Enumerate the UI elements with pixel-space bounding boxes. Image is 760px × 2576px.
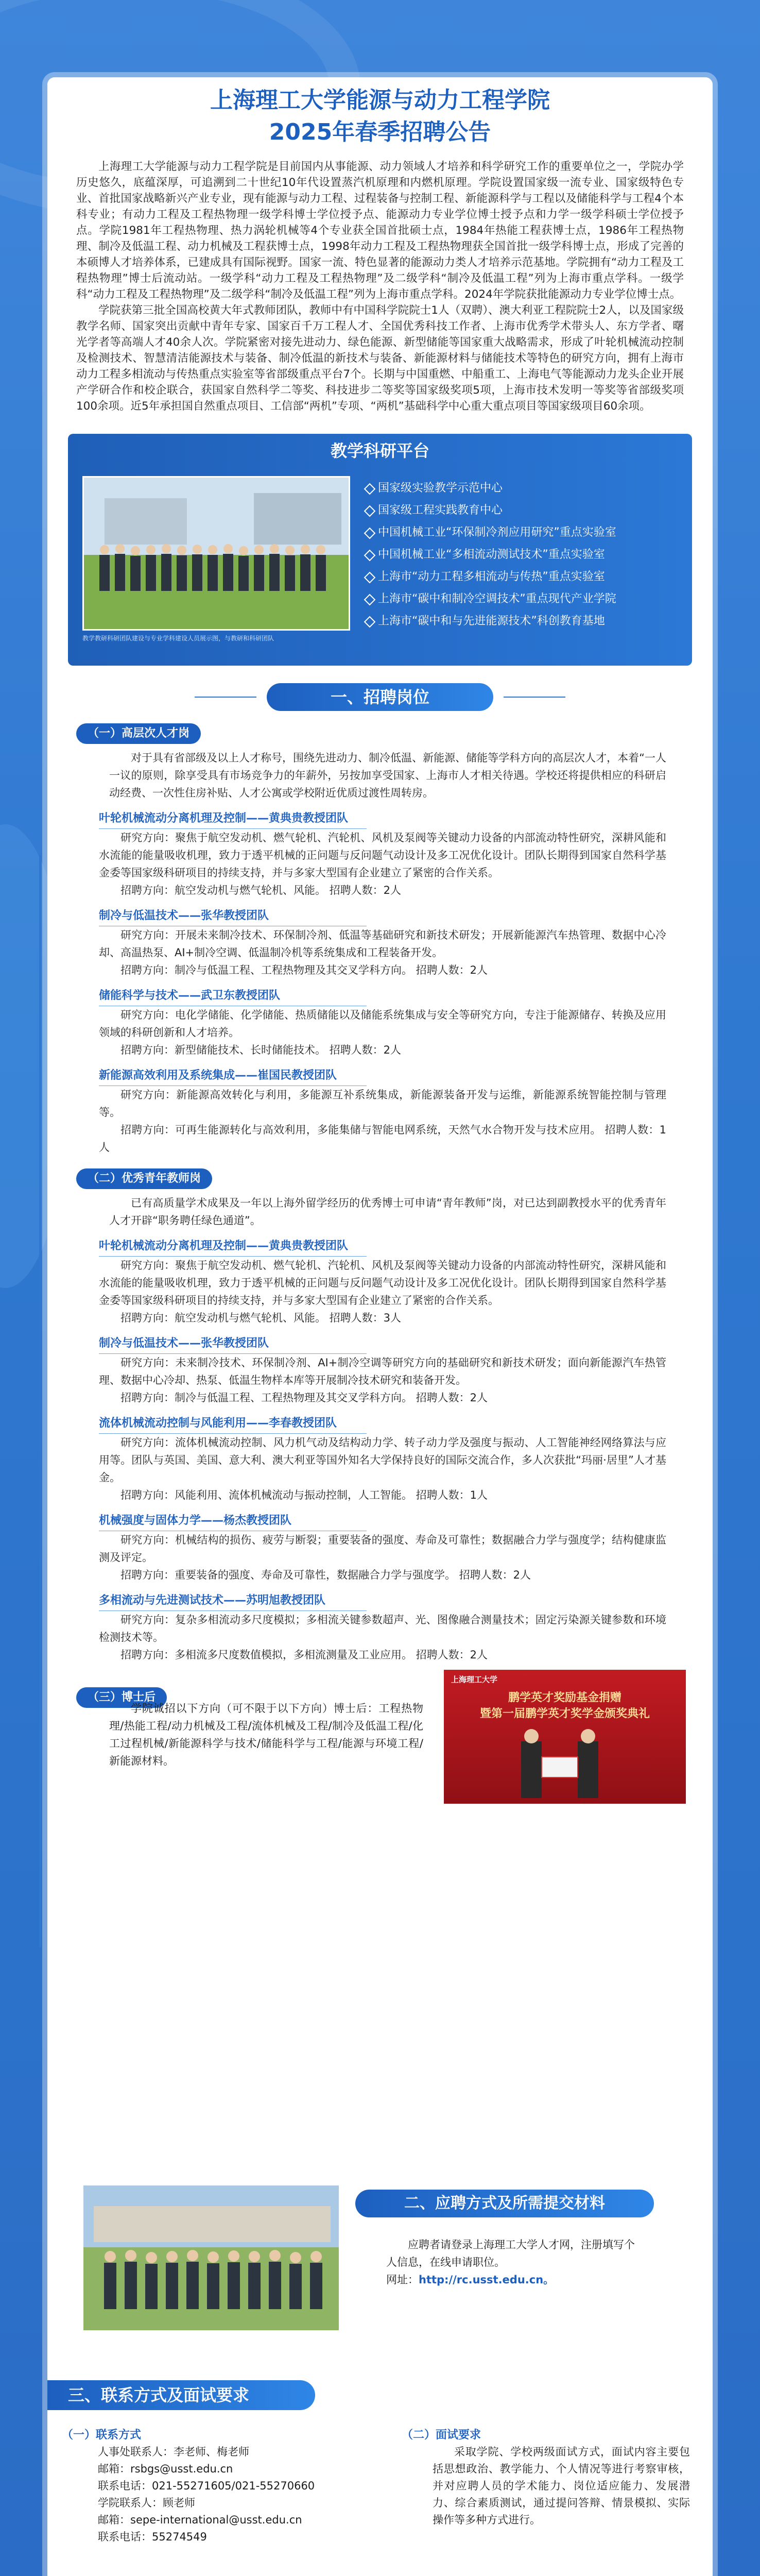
intro-paragraph: 上海理工大学能源与动力工程学院是目前国内从事能源、动力领域人才培养和科学研究工作的重要单位之一，学院办学历史悠久，底蕴深厚，可追溯到二十世纪10年代设置蒸汽机原理和内燃机原理。学院设置国家级一流专业、国家级特色专业、首批国家战略新兴产业专业，现有能源与动力工程、过程装备与控制工程、新能源科学与工程以及储能科学与工程4个本科专业；有动力工程及工程热物理一级学科博士学位授予点、能源动力专业学位博士授予点和力学一级学科硕士学位授予点。学院1981年工程热物理、热力涡轮机械等4个专业获全国首批硕士点，1984年热能工程获博士点，1986年工程热物理、制冷及低温工程、动力机械及工程获博士点，1998年动力工程及工程热物理获全国首批一级学科博士点，形成了完善的本硕博人才培养体系，已建成具有国际视野。国家一流、特色显著的能源动力类人才培养示范基地。学院拥有“动力工程及工程热物理”博士后流动站。一级学科“动力工程及工程热物理”及二级学科“制冷及低温工程”列为上海市重点学科。一级学科“动力工程及工程热物理”及二级学科“制冷及低温工程”列为上海市重点学科。2024年学院获批能源动力专业学位博士点。 — [76, 160, 684, 301]
timeline-rail — [39, 855, 41, 1947]
team-recruit: 招聘方向：航空发动机与燃气轮机、风能。 招聘人数：2人 — [120, 884, 402, 896]
team-research: 研究方向：聚焦于航空发动机、燃气轮机、汽轮机、风机及泵阀等关键动力设备的内部流动特性研究，深耕风能和水流能的能量吸收机理，致力于透平机械的正问题与反问题气动设计及多工况优化设计。团队长期得到国家自然科学基金委等国家级科研项目的持续支持，并与多家大型国有企业建立了紧密的合作关系。 — [99, 832, 666, 879]
interview-text: 采取学院、学校两级面试方式，面试内容主要包括思想政治、教学能力、个人情况等进行考察审核，并对应聘人员的学术能力、岗位适应能力、发展潜力、综合素质测试，通过提问答辩、情景模拟、实际操作等多种方式进行。 — [433, 2446, 690, 2526]
platform-item: 国家级实验教学示范中心 — [366, 477, 700, 499]
team-block — [47, 1584, 713, 1664]
team-recruit: 招聘方向：可再生能源转化与高效利用，多能集储与智能电网系统，天然气水合物开发与技术应用。 招聘人数：1人 — [99, 1124, 666, 1154]
team-recruit: 招聘方向：航空发动机与燃气轮机、风能。 招聘人数：3人 — [120, 1312, 402, 1324]
apply-url-line — [386, 2271, 644, 2289]
talent-site-link[interactable]: http://rc.usst.edu.cn。 — [419, 2274, 555, 2286]
team-block — [47, 802, 713, 899]
contact-lines — [62, 2444, 381, 2546]
title-line-2: 2025年春季招聘公告 — [269, 119, 491, 145]
subsection-badge-postdoc: （三）博士后 — [76, 1687, 167, 1708]
subsection-badge-senior: （一）高层次人才岗 — [76, 723, 201, 744]
team-research: 研究方向：开展未来制冷技术、环保制冷剂、低温等基础研究和新技术研发；开展新能源汽车热管理、数据中心冷却、高温热泵、AI+制冷空调、低温制冷机等系统集成和工程装备开发。 — [99, 929, 666, 959]
team-recruit: 招聘方向：重要装备的强度、寿命及可靠性，数据融合力学与强度学。 招聘人数：2人 — [120, 1569, 531, 1581]
title-line-1: 上海理工大学能源与动力工程学院 — [210, 87, 550, 113]
page-title — [47, 84, 713, 148]
contact-line: 联系电话：021-55271605/021-55270660 — [98, 2480, 315, 2492]
team-block — [47, 1504, 713, 1584]
postdoc-text — [109, 1700, 423, 1770]
team-block — [47, 979, 713, 1059]
subsection-badge-young: （二）优秀青年教师岗 — [76, 1168, 212, 1189]
team-list-young — [47, 1229, 713, 1664]
award-ceremony-photo — [444, 1670, 686, 1804]
team-name: 制冷与低温技术——张华教授团队 — [99, 909, 269, 922]
platform-item: 上海市“碳中和与先进能源技术”科创教育基地 — [366, 610, 700, 632]
team-name: 制冷与低温技术——张华教授团队 — [99, 1337, 269, 1350]
team-block — [47, 1406, 713, 1504]
photo-caption: 教学教研科研团队建设与专业学科建设人员展示图，与教研和科研团队 — [82, 635, 274, 642]
platform-title: 教学科研平台 — [330, 441, 429, 461]
team-recruit: 招聘方向：风能利用、流体机械流动与振动控制，人工智能。 招聘人数：1人 — [120, 1489, 488, 1501]
team-research: 研究方向：电化学储能、化学储能、热质储能以及储能系统集成与安全等研究方向，专注于能源储存、转换及应用领域的科研创新和人才培养。 — [99, 1009, 666, 1039]
group-photo-illustration — [83, 2185, 340, 2331]
team-name: 多相流动与先进测试技术——苏明旭教授团队 — [99, 1594, 326, 1607]
team-name: 新能源高效利用及系统集成——崔国民教授团队 — [99, 1069, 337, 1082]
team-block — [47, 899, 713, 979]
team-block — [47, 1229, 713, 1327]
group-photo — [82, 2184, 340, 2331]
platform-item: 上海市“碳中和制冷空调技术”重点现代产业学院 — [366, 588, 700, 610]
team-recruit: 招聘方向：新型储能技术、长时储能技术。 招聘人数：2人 — [120, 1044, 402, 1056]
young-talent-paragraph: 已有高质量学术成果及一年以上海外留学经历的优秀博士可申请“青年教师”岗，对已达到副教授水平的优秀青年人才开辟“职务聘任绿色通道”。 — [109, 1197, 666, 1227]
team-list-senior — [47, 802, 713, 1156]
interview-label: （二）面试要求 — [402, 2429, 481, 2442]
platform-item: 国家级工程实践教育中心 — [366, 499, 700, 521]
team-block — [47, 1327, 713, 1406]
senior-talent-paragraph: 对于具有省部级及以上人才称号，围绕先进动力、制冷低温、新能源、储能等学科方向的高层次人才，本着“一人一议的原则，除享受具有市场竞争力的年薪外，另按加享受国家、上海市人才相关待遇。学校还将提供相应的科研启动经费、一次性住房补贴、人才公寓或学校附近优质过渡性周转房。 — [109, 752, 666, 799]
apply-paragraph: 应聘者请登录上海理工大学人才网，注册填写个人信息，在线申请职位。 — [386, 2239, 635, 2268]
ceremony-people-illustration — [444, 1721, 686, 1798]
contact-line[interactable]: 邮箱：rsbgs@usst.edu.cn — [98, 2463, 233, 2475]
team-recruit: 招聘方向：制冷与低温工程、工程热物理及其交叉学科方向。 招聘人数：2人 — [120, 964, 488, 976]
platform-item: 中国机械工业“多相流动测试技术”重点实验室 — [366, 544, 700, 566]
platform-panel — [68, 434, 692, 666]
intro-text — [47, 148, 713, 414]
contact-line: 学院联系人：顾老师 — [98, 2497, 195, 2509]
team-name: 叶轮机械流动分离机理及控制——黄典贵教授团队 — [99, 1240, 349, 1252]
team-research: 研究方向：聚焦于航空发动机、燃气轮机、汽轮机、风机及泵阀等关键动力设备的内部流动特性研究，深耕风能和水流能的能量吸收机理，致力于透平机械的正问题与反问题气动设计及多工况优化设计。团队长期得到国家自然科学基金委等国家级科研项目的持续支持，并与多家大型国有企业建立了紧密的合作关系。 — [99, 1259, 666, 1307]
team-research: 研究方向：机械结构的损伤、疲劳与断裂；重要装备的强度、寿命及可靠性；数据融合力学与强度学；结构健康监测及评定。 — [99, 1534, 666, 1564]
section-heading-positions: 一、招聘岗位 — [267, 683, 493, 711]
team-name: 流体机械流动控制与风能利用——李春教授团队 — [99, 1417, 337, 1430]
platform-item: 上海市“动力工程多相流动与传热”重点实验室 — [366, 566, 700, 588]
team-photo — [82, 476, 350, 631]
contact-line: 人事处联系人：李老师、梅老师 — [98, 2446, 249, 2458]
university-logo-text: 上海理工大学 — [451, 1675, 498, 1684]
team-recruit: 招聘方向：多相流多尺度数值模拟，多相流测量及工业应用。 招聘人数：2人 — [120, 1649, 488, 1661]
team-research: 研究方向：未来制冷技术、环保制冷剂、AI+制冷空调等研究方向的基础研究和新技术研发；面向新能源汽车热管理、数据中心冷却、热泵、低温生物样本库等开展制冷技术研究和装备开发。 — [99, 1357, 666, 1386]
team-recruit: 招聘方向：制冷与低温工程、工程热物理及其交叉学科方向。 招聘人数：2人 — [120, 1392, 488, 1404]
contact-info — [62, 2427, 381, 2546]
team-research: 研究方向：新能源高效转化与利用，多能源互补系统集成，新能源装备开发与运维，新能源系统智能控制与管理等。 — [99, 1089, 666, 1118]
interview-info — [402, 2427, 690, 2529]
team-block — [47, 1059, 713, 1156]
senior-talent-text — [47, 744, 713, 802]
young-talent-text — [47, 1189, 713, 1229]
platform-list — [366, 477, 700, 632]
team-name: 叶轮机械流动分离机理及控制——黄典贵教授团队 — [99, 812, 349, 825]
team-research: 研究方向：复杂多相流动多尺度模拟；多相流关键参数超声、光、图像融合测量技术；固定污染源关键参数和环境检测技术等。 — [99, 1614, 666, 1643]
url-label: 网址： — [386, 2274, 419, 2286]
team-research: 研究方向：流体机械流动控制、风力机气动及结构动力学、转子动力学及强度与振动、人工智能神经网络算法与应用等。团队与英国、美国、意大利、澳大利亚等国外知名大学保持良好的国际交流合作，多人次获批“玛丽·居里”人才基金。 — [99, 1436, 666, 1484]
section-heading-apply: 二、应聘方式及所需提交材料 — [355, 2190, 654, 2217]
team-name: 储能科学与技术——武卫东教授团队 — [99, 989, 281, 1002]
apply-text — [386, 2236, 644, 2289]
intro-paragraph: 学院获第三批全国高校黄大年式教师团队，教师中有中国科学院院士1人（双聘）、澳大利亚工程院院士2人，以及国家级教学名师、国家突出贡献中青年专家、国家百千万工程人才、全国优秀科技工作者、上海市优秀学术带头人、东方学者、曙光学者等高端人才40余人次。学院紧密对接先进动力、绿色能源、新型储能等国家重大战略需求，形成了叶轮机械流动控制及检测技术、智慧清洁能源技术与装备、制冷低温的新技术与装备、新能源材料与储能技术等特色的研究方向，拥有上海市动力工程多相流动与传热重点实验室等省部级重点平台7个。长期与中国重燃、中船重工、上海电气等能源动力龙头企业开展产学研合作和校企联合，获国家自然科学二等奖、科技进步二等奖等国家级奖项5项，上海市技术发明一等奖等省部级奖项100余项。近5年承担国自然重点项目、工信部“两机”专项、“两机”基础科学中心重大重点项目等国家级项目60余项。 — [76, 304, 684, 413]
postdoc-paragraph: 学院诚招以下方向（可不限于以下方向）博士后：工程热物理/热能工程/动力机械及工程/流体机械及工程/制冷及低温工程/化工过程机械/新能源科学与技术/储能科学与工程/能源与环境工程/新能源材料。 — [109, 1702, 423, 1767]
postdoc-section — [47, 1675, 713, 1881]
team-name: 机械强度与固体力学——杨杰教授团队 — [99, 1514, 292, 1527]
contact-label: （一）联系方式 — [62, 2429, 142, 2442]
platform-item: 中国机械工业“环保制冷剂应用研究”重点实验室 — [366, 521, 700, 544]
section-heading-contact: 三、联系方式及面试要求 — [47, 2380, 315, 2410]
team-photo-illustration — [84, 478, 350, 631]
contact-line[interactable]: 邮箱：sepe-international@usst.edu.cn — [98, 2514, 302, 2526]
banner-line-2: 暨第一届鹏学英才奖学金颁奖典礼 — [479, 1707, 650, 1720]
contact-line: 联系电话：55274549 — [98, 2531, 207, 2543]
banner-line-1: 鹏学英才奖励基金捐赠 — [508, 1691, 621, 1704]
